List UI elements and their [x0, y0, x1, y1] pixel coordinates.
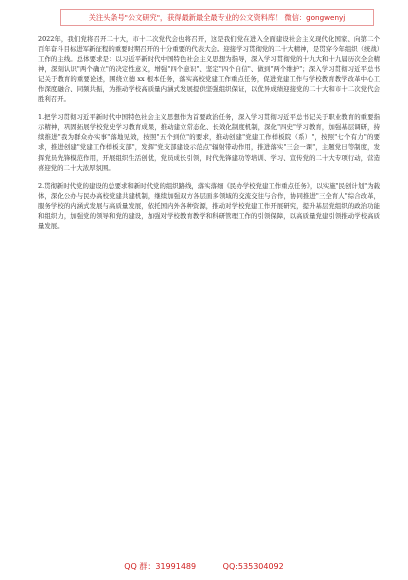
paragraph-intro: 2022年，我们党将召开二十大，市十二次党代会也将召开，这是我们党在进入全面建设社会主义现代化国家、向第二个百年奋斗目标进军新征程的重要时期召开的十分重要的代表大会。迎接学习贯彻党的二十大精神，是贯穿今年组织（统战）工作的主线。总体要求是：以习近平新时代中国特色社会主义思想为指导，深入学习贯彻党的十九大和十九届历次全会精神，深刻认识"两个确立"的决定性意义，增强"四个意识"、坚定"四个自信"、做到"两个维护"；深入学习贯彻习近平总书记关于教育的重要论述，围绕立德 xx 根本任务，落实高校党建工作重点任务，促进党建工作与学校教育教学改革中心工作深度融合、同频共振，为推动学校高质量内涵式发展提供坚强组织保证，以优异成绩迎接党的二十大和市十二次党代会胜利召开。	[38, 35, 380, 104]
footer-contact	[0, 560, 408, 574]
paragraph-item-1: 1.把学习贯彻习近平新时代中国特色社会主义思想作为首要政治任务，深入学习贯彻习近平总书记关于职业教育的重要指示精神，巩固拓展学校党史学习教育成果，推动建立常态化、长效化制度机制，深化"四史"学习教育，加强基层调研，持续推进"我为群众办实事"落地见效，按照"五个到位"的要求，推动创建"党建工作样板院（系）"，按照"七个有力"的要求，推进创建"党建工作样板支部"，发挥"党支部建设示范点"辐射带动作用，推进落实"三会一课"，主题党日等制度，发挥党员先锋模范作用，开展组织生活创优，党员成长引领，时代先锋建功等培训、学习、宣传党的二十大专项行动，营造喜迎党的二十大浓厚氛围。	[38, 113, 380, 172]
paragraph-item-2: 2.贯彻新时代党的建设的总要求和新时代党的组织路线，落实落细《民办学校党建工作重点任务》，以实施"民创计划"为载体，深化公办与民办高校党建共建机制，继续加强双方各层面多领域的交流交往与合作，协同推进"三全育人"综合改革，服务学校的内涵式发展与高质量发展，依托国内外各种资源，推动对学校党建工作开展研究，提升基层党组织的政治功能和组织力，加强党的领导和党的建设，加强对学校教育教学和科研管理工作的引领保障，以高质量党建引领推动学校高质量发展。	[38, 181, 380, 230]
promo-banner: 关注头条号"公文研究"，获得最新最全最专业的公文资料库！ 微信：gongwenyj	[60, 9, 374, 26]
qq-group-1: QQ 群：31991489	[124, 562, 197, 571]
qq-group-2: QQ:535304092	[222, 562, 284, 571]
document-body	[38, 34, 380, 235]
